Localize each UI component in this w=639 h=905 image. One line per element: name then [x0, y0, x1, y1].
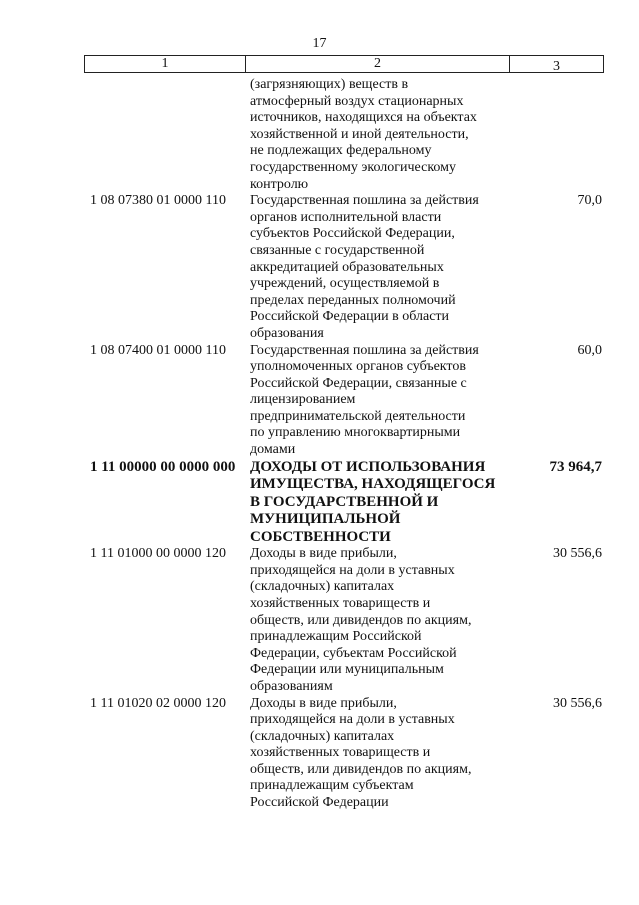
row-name: Государственная пошлина за действия уполномоченных органов субъектов Российской Федерации, связанные с лицензированием предпринимательской деятельности по управлению многоквартирными домами — [250, 342, 479, 458]
column-header-2: 2 — [246, 56, 510, 72]
row-code: 1 11 00000 00 0000 000 — [90, 458, 236, 475]
page-number: 17 — [312, 36, 327, 51]
column-header-3: 3 — [553, 59, 560, 74]
table-row — [84, 696, 604, 812]
row-code — [84, 77, 250, 193]
row-code: 1 08 07380 01 0000 110 — [90, 193, 226, 209]
row-amount: 70,0 — [577, 193, 602, 209]
table-row — [84, 343, 604, 459]
row-name: Доходы в виде прибыли, приходящейся на доли в уставных (складочных) капиталах хозяйственных товариществ и обществ, или дивидендов по акциям, принадлежащим Российской Федерации, субъектам Российской Федерации или муниципальным образованиям — [250, 546, 472, 694]
row-name: (загрязняющих) веществ в атмосферный воздух стационарных источников, находящихся на объектах хозяйственной и иной деятельности, не подлежащих федеральному государственному экологическому контролю — [250, 77, 477, 192]
table-row — [84, 193, 604, 342]
row-name: ДОХОДЫ ОТ ИСПОЛЬЗОВАНИЯ ИМУЩЕСТВА, НАХОДЯЩЕГОСЯ В ГОСУДАРСТВЕННОЙ И МУНИЦИПАЛЬНОЙ СОБСТВЕННОСТИ — [250, 458, 496, 545]
row-name: Доходы в виде прибыли, приходящейся на доли в уставных (складочных) капиталах хозяйственных товариществ и обществ, или дивидендов по акциям, принадлежащим субъектам Российской Федерации — [250, 695, 472, 811]
table-row — [84, 77, 604, 193]
revenue-table — [84, 77, 604, 812]
row-amount: 30 556,6 — [553, 695, 602, 711]
row-name: Государственная пошлина за действия органов исполнительной власти субъектов Российской Федерации, связанные с государственной аккредитацией образовательных учреждений, осуществляемой в пределах переданных полномочий Российской Федерации в области образования — [250, 193, 479, 341]
column-header-row — [84, 55, 604, 73]
row-code: 1 11 01000 00 0000 120 — [90, 546, 226, 562]
row-code: 1 08 07400 01 0000 110 — [90, 342, 226, 358]
row-code: 1 11 01020 02 0000 120 — [90, 695, 226, 711]
column-header-1: 1 — [85, 56, 246, 72]
row-amount — [500, 77, 602, 193]
row-amount: 60,0 — [577, 342, 602, 358]
row-amount: 30 556,6 — [553, 546, 602, 562]
table-row-section-heading — [84, 459, 604, 547]
table-row — [84, 546, 604, 695]
row-amount: 73 964,7 — [549, 458, 602, 475]
